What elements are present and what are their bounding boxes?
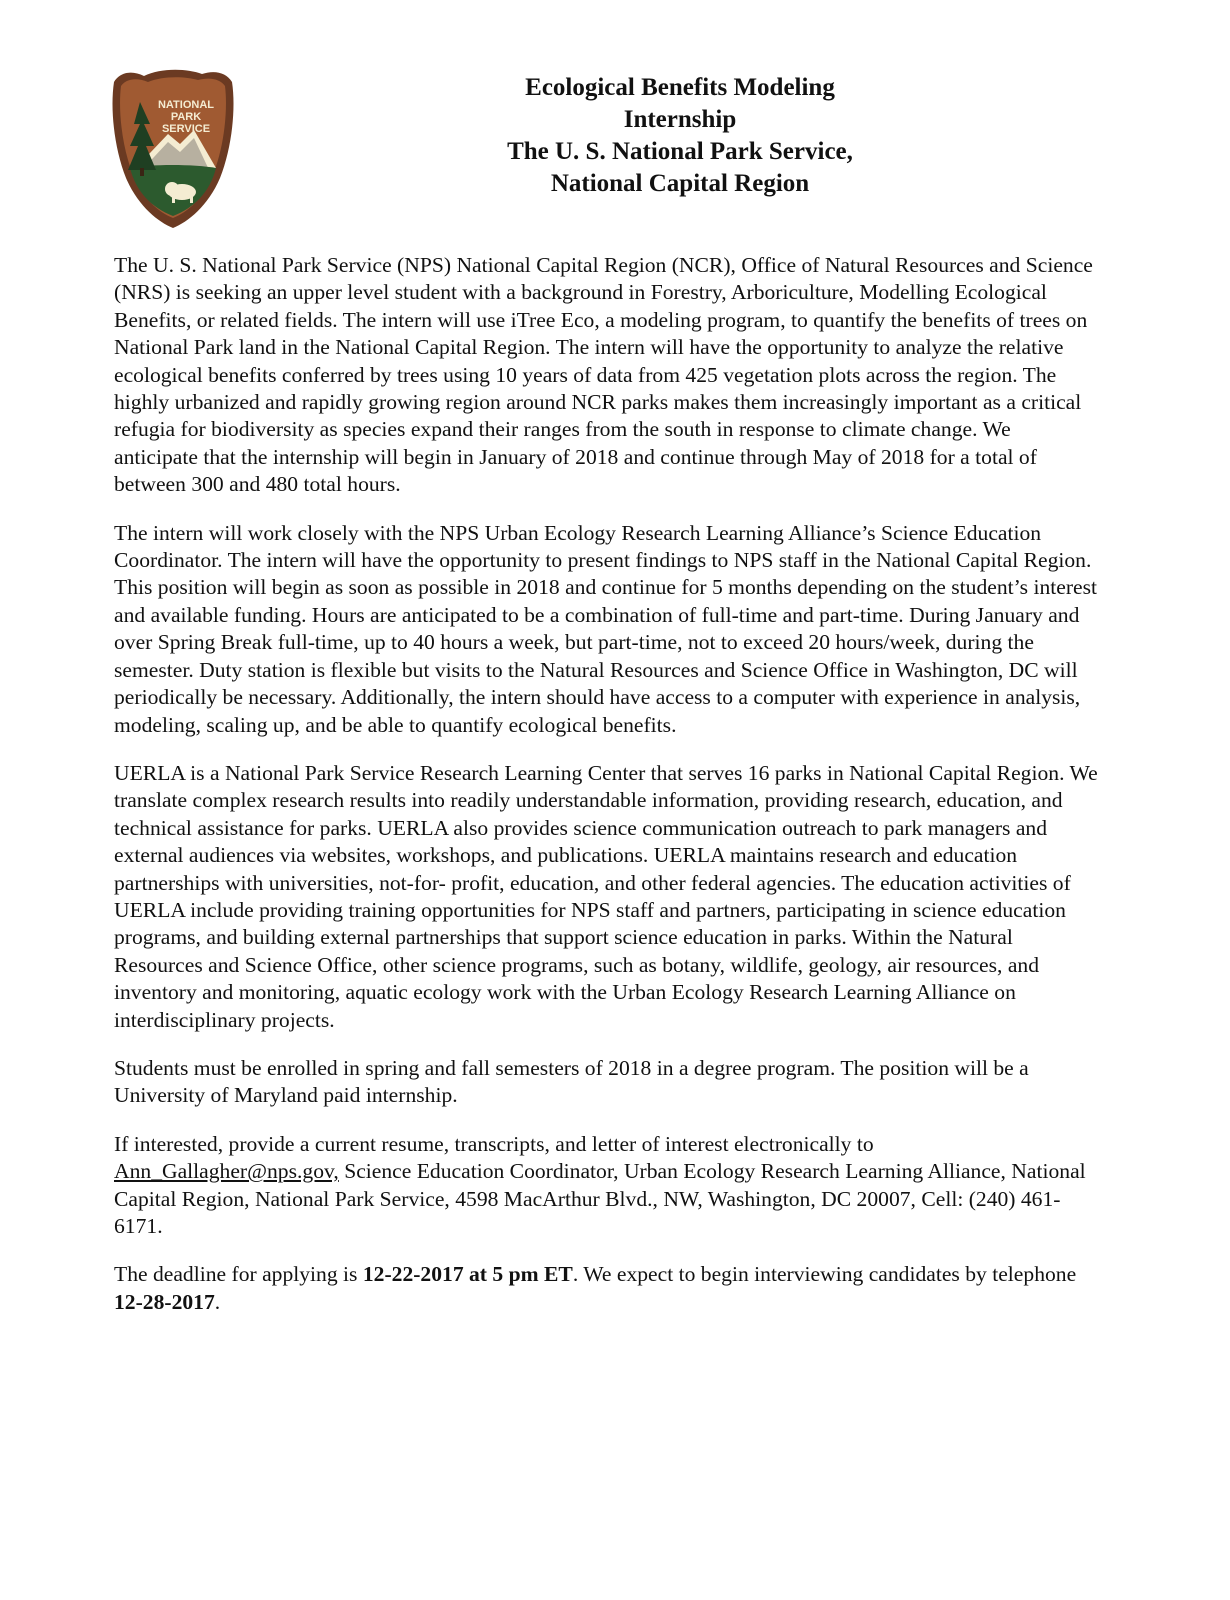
application-intro: If interested, provide a current resume, transcripts, and letter of interest electronically to: [114, 1131, 874, 1156]
deadline-text-a: The deadline for applying is: [114, 1262, 363, 1287]
title-line-4: National Capital Region: [550, 170, 810, 197]
paragraph-overview: The U. S. National Park Service (NPS) National Capital Region (NCR), Office of Natural Resources and Science (NRS) is seeking an upper level student with a background in Forestry, Arboriculture, Modelling Ecological Benefits, or related fields. The intern will use iTree Eco, a modeling program, to quantify the benefits of trees on National Park land in the National Capital Region. The intern will have the opportunity to analyze the relative ecological benefits conferred by trees using 10 years of data from 425 vegetation plots across the region. The highly urbanized and rapidly growing region around NCR parks makes them increasingly important as a critical refugia for biodiversity as species expand their ranges from the south in response to climate change. We anticipate that the internship will begin in January of 2018 and continue through May of 2018 for a total of between 300 and 480 total hours.: [114, 253, 1093, 497]
paragraph-uerla: UERLA is a National Park Service Research Learning Center that serves 16 parks in National Capital Region. We translate complex research results into readily understandable information, providing research, education, and technical assistance for parks. UERLA also provides science communication outreach to park managers and external audiences via websites, workshops, and publications. UERLA maintains research and education partnerships with universities, not-for- profit, education, and other federal agencies. The education activities of UERLA include providing training opportunities for NPS staff and partners, participating in science education programs, and building external partnerships that support science education in parks. Within the Natural Resources and Science Office, other science programs, such as botany, wildlife, geology, air resources, and inventory and monitoring, aquatic ecology work with the Urban Ecology Research Learning Alliance on interdisciplinary projects.: [114, 760, 1098, 1032]
application-contact-details: Science Education Coordinator, Urban Ecology Research Learning Alliance, National Capital Region, National Park Service, 4598 MacArthur Blvd., NW, Washington, DC 20007, Cell: (240) 461-6171.: [114, 1159, 1086, 1238]
document-body: [114, 252, 1100, 1337]
title-line-2: Internship: [623, 106, 737, 133]
nps-arrowhead-logo: [110, 68, 236, 228]
paragraph-duties: The intern will work closely with the NPS Urban Ecology Research Learning Alliance’s Science Education Coordinator. The intern will have the opportunity to present findings to NPS staff in the National Capital Region. This position will begin as soon as possible in 2018 and continue for 5 months depending on the student’s interest and available funding. Hours are anticipated to be a combination of full-time and part-time. During January and over Spring Break full-time, up to 40 hours a week, but part-time, not to exceed 20 hours/week, during the semester. Duty station is flexible but visits to the Natural Resources and Science Office in Washington, DC will periodically be necessary. Additionally, the intern should have access to a computer with experience in analysis, modeling, scaling up, and be able to quantify ecological benefits.: [114, 520, 1098, 737]
interview-date: 12-28-2017: [114, 1289, 215, 1314]
deadline-date: 12-22-2017 at 5 pm ET: [362, 1262, 573, 1287]
contact-email-link[interactable]: Ann_Gallagher@nps.gov,: [114, 1159, 339, 1184]
deadline-text-c: .: [214, 1289, 221, 1314]
title-line-3: The U. S. National Park Service,: [507, 138, 853, 165]
paragraph-deadline: [114, 1261, 1100, 1316]
nps-logo-graphic: [110, 68, 236, 228]
logo-text-national: NATIONAL: [157, 99, 215, 111]
logo-text-service: SERVICE: [161, 123, 211, 135]
logo-text-park: PARK: [170, 111, 202, 123]
paragraph-eligibility: Students must be enrolled in spring and fall semesters of 2018 in a degree program. The position will be a University of Maryland paid internship.: [114, 1055, 1029, 1108]
title-line-1: Ecological Benefits Modeling: [525, 74, 835, 101]
document-title: [440, 72, 920, 200]
paragraph-application: [114, 1131, 1100, 1241]
deadline-text-b: . We expect to begin interviewing candidates by telephone: [572, 1262, 1077, 1287]
